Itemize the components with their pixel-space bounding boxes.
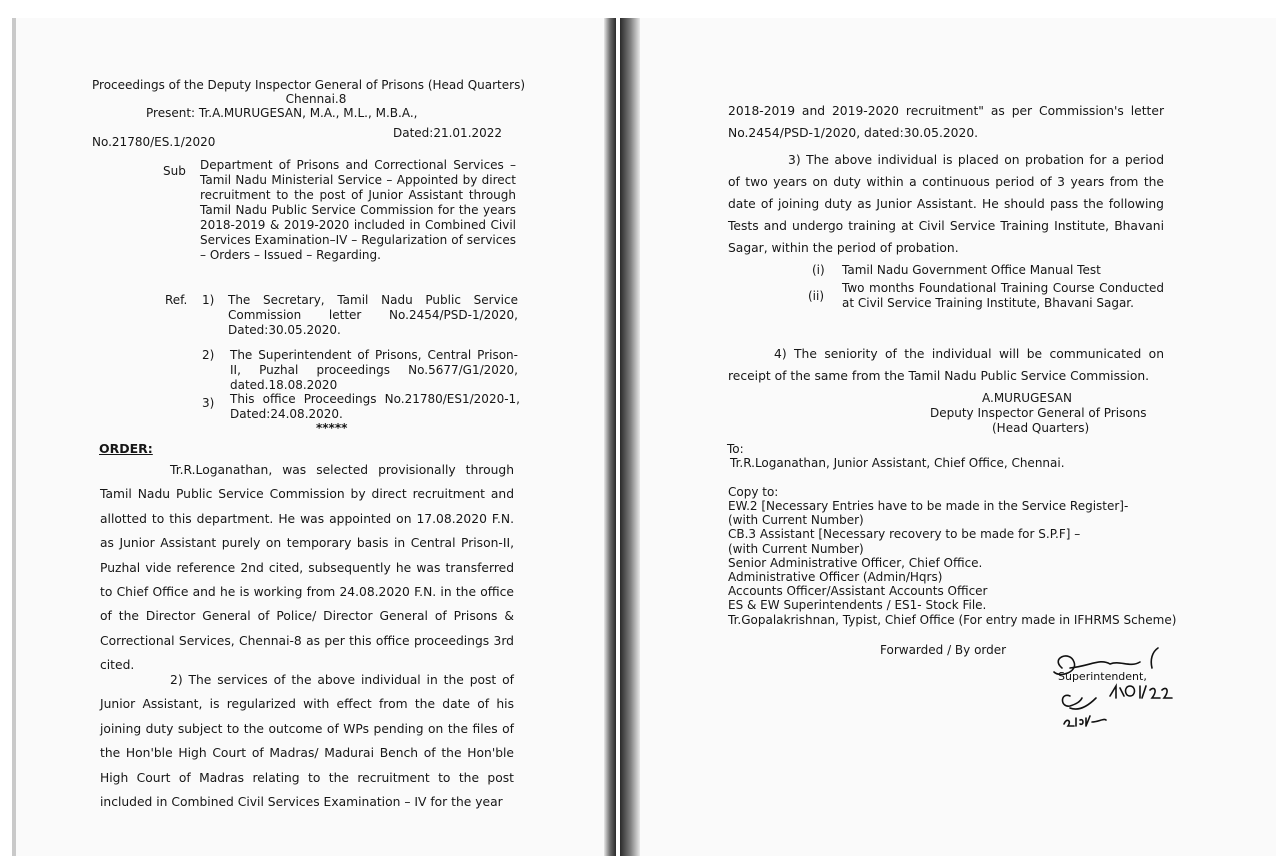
- to-label: To:: [727, 442, 744, 456]
- copy-to-item: ES & EW Superintendents / ES1- Stock File.: [728, 598, 987, 613]
- document-page-2: [620, 18, 1276, 856]
- ref-label: Ref.: [165, 293, 188, 307]
- handwritten-signature-icon: [1040, 638, 1180, 728]
- copy-to-item: (with Current Number): [728, 541, 864, 556]
- ref-item: This office Proceedings No.21780/ES1/2020-1, Dated:24.08.2020.: [230, 392, 520, 421]
- test-number: (ii): [808, 289, 825, 303]
- order-paragraph-1: Tr.R.Loganathan, was selected provisionally through Tamil Nadu Public Service Commission by direct recruitment and allotted to this department. He was appointed on 17.08.2020 F.N. as Junior Assistant purely on temporary basis in Central Prison-II, Puzhal vide reference 2nd cited, subsequently he was transferred to Chief Office and he is working from 24.08.2020 F.N. in the office of the Director General of Police/ Director General of Prisons & Correctional Services, Chennai-8 as per this office proceedings 3rd cited.: [100, 463, 514, 673]
- test-number: (i): [812, 263, 825, 277]
- paragraph-3: 3) The above individual is placed on probation for a period of two years on duty within a continuous period of 3 years from the date of joining duty as Junior Assistant. He should pass the following Tests and undergo training at Civil Service Training Institute, Bhavani Sagar, within the period of probation.: [728, 153, 1164, 255]
- test-item: Two months Foundational Training Course Conducted at Civil Service Training Institute, Bhavani Sagar.: [842, 281, 1164, 310]
- proceeding-date: Dated:21.01.2022: [393, 126, 503, 140]
- copy-to-item: Tr.Gopalakrishnan, Typist, Chief Office (For entry made in IFHRMS Scheme): [728, 612, 1177, 627]
- ref-item: The Secretary, Tamil Nadu Public Service Commission letter No.2454/PSD-1/2020, Dated:30.05.2020.: [228, 293, 518, 337]
- signatory-title: Deputy Inspector General of Prisons: [930, 406, 1147, 420]
- copy-to-item: EW.2 [Necessary Entries have to be made in the Service Register]-: [728, 499, 1129, 513]
- signatory-office: (Head Quarters): [992, 421, 1090, 435]
- forwarded-line: Forwarded / By order: [880, 643, 1007, 657]
- ref-number: 1): [202, 293, 215, 307]
- test-item: Tamil Nadu Government Office Manual Test: [842, 263, 1101, 277]
- ref-number: 2): [202, 348, 215, 362]
- copy-to-label: Copy to:: [728, 485, 779, 499]
- paragraph-4: 4) The seniority of the individual will be communicated on receipt of the same from the Tamil Nadu Public Service Commission.: [728, 347, 1164, 383]
- present-line: Present: Tr.A.MURUGESAN, M.A., M.L., M.B.A.,: [146, 106, 418, 120]
- to-recipient: Tr.R.Loganathan, Junior Assistant, Chief Office, Chennai.: [730, 456, 1065, 470]
- continued-paragraph: 2018-2019 and 2019-2020 recruitment" as per Commission's letter No.2454/PSD-1/2020, dated:30.05.2020.: [728, 104, 1164, 140]
- header-title: Proceedings of the Deputy Inspector General of Prisons (Head Quarters): [92, 78, 525, 92]
- proceeding-number: No.21780/ES.1/2020: [92, 135, 216, 149]
- order-heading: ORDER:: [99, 441, 153, 456]
- ref-item: The Superintendent of Prisons, Central Prison-II, Puzhal proceedings No.5677/G1/2020, dated.18.08.2020: [230, 348, 518, 392]
- header-city: Chennai.8: [285, 92, 347, 106]
- signatory-name: A.MURUGESAN: [982, 391, 1072, 405]
- sub-label: Sub: [163, 164, 186, 178]
- subject-text: Department of Prisons and Correctional Services – Tamil Nadu Ministerial Service – Appointed by direct recruitment to the post of Junior Assistant through Tamil Nadu Public Service Commission for the years 2018-2019 & 2019-2020 included in Combined Civil Services Examination–IV – Regularization of services – Orders – Issued – Regarding.: [200, 158, 516, 262]
- page-binding-shadow: [604, 18, 616, 856]
- copy-to-item: (with Current Number): [728, 513, 864, 528]
- svg-text:Superintendent,: Superintendent,: [1058, 670, 1147, 683]
- copy-to-item: Accounts Officer/Assistant Accounts Officer: [728, 584, 988, 599]
- copy-to-item: Administrative Officer (Admin/Hqrs): [728, 570, 943, 585]
- copy-to-item: CB.3 Assistant [Necessary recovery to be made for S.P.F] –: [728, 527, 1081, 542]
- document-page-1: [12, 18, 616, 856]
- order-paragraph-2: 2) The services of the above individual in the post of Junior Assistant, is regularized with effect from the date of his joining duty subject to the outcome of WPs pending on the files of the Hon'ble High Court of Madras/ Madurai Bench of the Hon'ble High Court of Madras relating to the recruitment to the post included in Combined Civil Services Examination – IV for the year: [100, 673, 514, 810]
- separator-stars: *****: [316, 421, 348, 435]
- ref-number: 3): [202, 396, 215, 410]
- page-binding-shadow: [620, 18, 640, 856]
- copy-to-list: [728, 499, 1176, 627]
- copy-to-item: Senior Administrative Officer, Chief Office.: [728, 555, 983, 570]
